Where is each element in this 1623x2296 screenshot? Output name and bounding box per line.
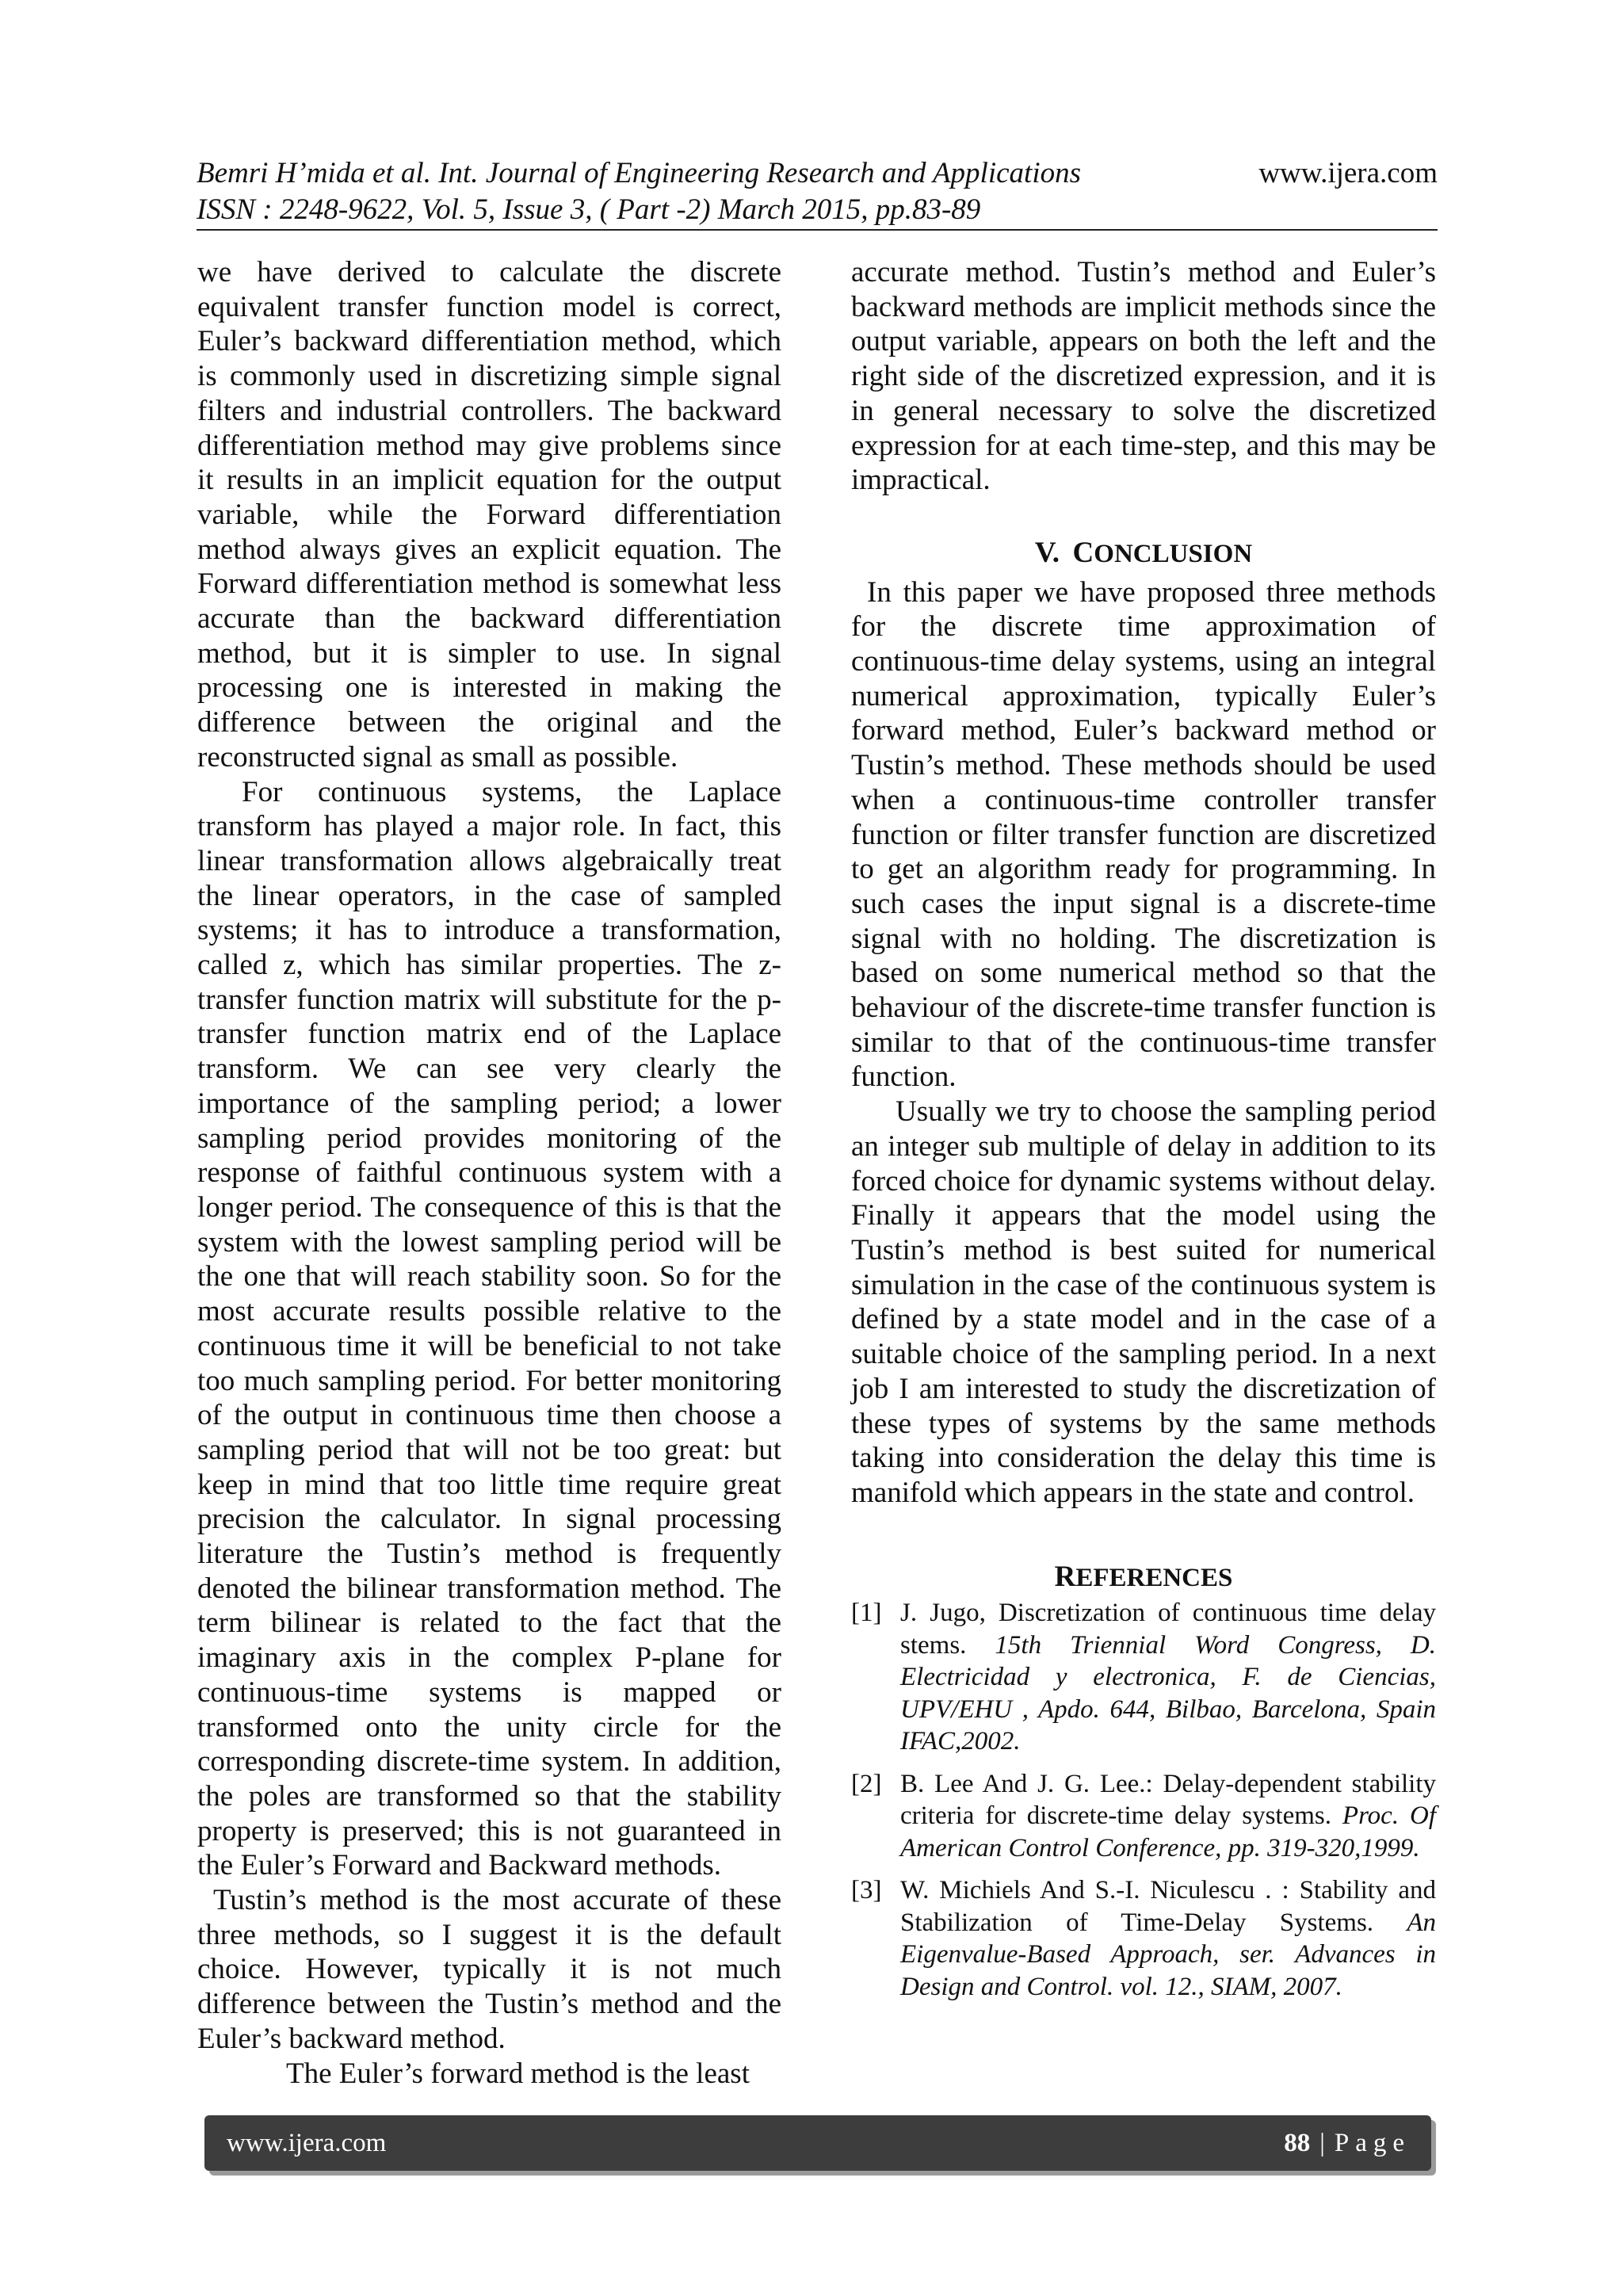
reference-list xyxy=(851,1597,1436,2003)
page-label: Page xyxy=(1334,2128,1411,2157)
page-number: 88 xyxy=(1284,2128,1311,2157)
reference-authors-title: J. Jugo, Discretization of continuous time delay stems. xyxy=(900,1599,1436,1660)
reference-authors-title: B. Lee And J. G. Lee.: Delay-dependent stability criteria for discrete-time delay systems. xyxy=(900,1769,1436,1831)
reference-source: Proc. Of American Control Conference, pp. 319-320,1999. xyxy=(900,1801,1436,1862)
reference-source: 15th Triennial Word Congress, D. Electricidad y electronica, F. de Ciencias, UPV/EHU , Apdo. 644, Bilbao, Barcelona, Spain IFAC,2002. xyxy=(900,1630,1436,1756)
reference-item xyxy=(851,1597,1436,1758)
paragraph: we have derived to calculate the discrete equivalent transfer function model is correct, Euler’s backward differentiation method, which is commonly used in discretizing simple signal filters and industrial controllers. The backward differentiation method may give problems since it results in an implicit equation for the output variable, while the Forward differentiation method always gives an explicit equation. The Forward differentiation method is somewhat less accurate than the backward differentiation method, but it is simpler to use. In signal processing one is interested in making the difference between the original and the reconstructed signal as small as possible. xyxy=(197,256,781,774)
reference-number: [1] xyxy=(851,1599,882,1628)
header-divider xyxy=(197,229,1438,231)
header-citation: Bemri H’mida et al. Int. Journal of Engineering Research and Applications xyxy=(197,157,1081,189)
left-column xyxy=(197,255,781,2091)
reference-text xyxy=(900,1768,1436,1865)
reference-item xyxy=(851,1874,1436,2003)
header-issn: ISSN : 2248-9622, Vol. 5, Issue 3, ( Part -2) March 2015, pp.83-89 xyxy=(197,193,981,226)
section-heading-conclusion xyxy=(851,536,1436,572)
references-heading xyxy=(851,1560,1436,1596)
paragraph: In this paper we have proposed three methods for the discrete time approximation of continuous-time delay systems, using an integral numerical approximation, typically Euler’s forward method, Euler’s backward method or Tustin’s method. These methods should be used when a continuous-time controller transfer function or filter transfer function are discretized to get an algorithm ready for programming. In such cases the input signal is a discrete-time signal with no holding. The discretization is based on some numerical method so that the behaviour of the discrete-time transfer function is similar to that of the continuous-time transfer function. xyxy=(851,575,1436,1094)
footer-bar xyxy=(204,2115,1431,2171)
reference-number: [2] xyxy=(851,1769,882,1798)
reference-source: An Eigenvalue-Based Approach, ser. Advances in Design and Control. vol. 12., SIAM, 2007. xyxy=(900,1908,1437,2001)
section-title-rest: ONCLUSION xyxy=(1094,539,1253,568)
paragraph: For continuous systems, the Laplace transform has played a major role. In fact, this linear transformation allows algebraically treat the linear operators, in the case of sampled systems; it has to introduce a transformation, called z, which has similar properties. The z-transfer function matrix will substitute for the p-transfer function matrix end of the Laplace transform. We can see very clearly the importance of the sampling period; a lower sampling period provides monitoring of the response of faithful continuous system with a longer period. The consequence of this is that the system with the lowest sampling period will be the one that will reach stability soon. So for the most accurate results possible relative to the continuous time it will be beneficial to not take too much sampling period. For better monitoring of the output in continuous time then choose a sampling period that will not be too great: but keep in mind that too little time require great precision the calculator. In signal processing literature the Tustin’s method is frequently denoted the bilinear transformation method. The term bilinear is related to the fact that the imaginary axis in the complex P-plane for continuous-time systems is mapped or transformed onto the unity circle for the corresponding discrete-time system. In addition, the poles are transformed so that the stability property is preserved; this is not guaranteed in the Euler’s Forward and Backward methods. xyxy=(197,775,781,1882)
page-separator: | xyxy=(1319,2128,1325,2157)
reference-text xyxy=(900,1597,1436,1758)
paragraph: Usually we try to choose the sampling period an integer sub multiple of delay in addition to its forced choice for dynamic systems without delay. Finally it appears that the model using the Tustin’s method is best suited for numerical simulation in the case of the continuous system is defined by a state model and in the case of a suitable choice of the sampling period. In a next job I am interested to study the discretization of these types of systems by the same methods taking into consideration the delay this time is manifold which appears in the state and control. xyxy=(851,1095,1436,1509)
references-heading-rest: EFERENCES xyxy=(1075,1563,1233,1592)
references-heading-initial: R xyxy=(1054,1560,1076,1593)
section-number: V. xyxy=(1034,536,1060,569)
reference-text xyxy=(900,1874,1436,2003)
paragraph: accurate method. Tustin’s method and Euler’s backward methods are implicit methods since the output variable, appears on both the left and the right side of the discretized expression, and it is in general necessary to solve the discretized expression for at each time-step, and this may be impractical. xyxy=(851,256,1436,497)
header-url[interactable]: www.ijera.com xyxy=(1258,157,1438,189)
section-title-initial: C xyxy=(1072,536,1094,569)
running-header xyxy=(197,155,1438,228)
footer-url[interactable]: www.ijera.com xyxy=(227,2128,387,2157)
reference-item xyxy=(851,1768,1436,1865)
reference-authors-title: W. Michiels And S.-I. Niculescu . : Stability and Stabilization of Time-Delay Systems. xyxy=(900,1876,1436,1937)
paragraph: The Euler’s forward method is the least xyxy=(286,2057,750,2090)
reference-number: [3] xyxy=(851,1876,882,1905)
page-number-block xyxy=(1284,2129,1411,2158)
paragraph: Tustin’s method is the most accurate of these three methods, so I suggest it is the default choice. However, typically it is not much difference between the Tustin’s method and the Euler’s backward method. xyxy=(197,1884,781,2055)
right-column xyxy=(851,255,1436,2013)
